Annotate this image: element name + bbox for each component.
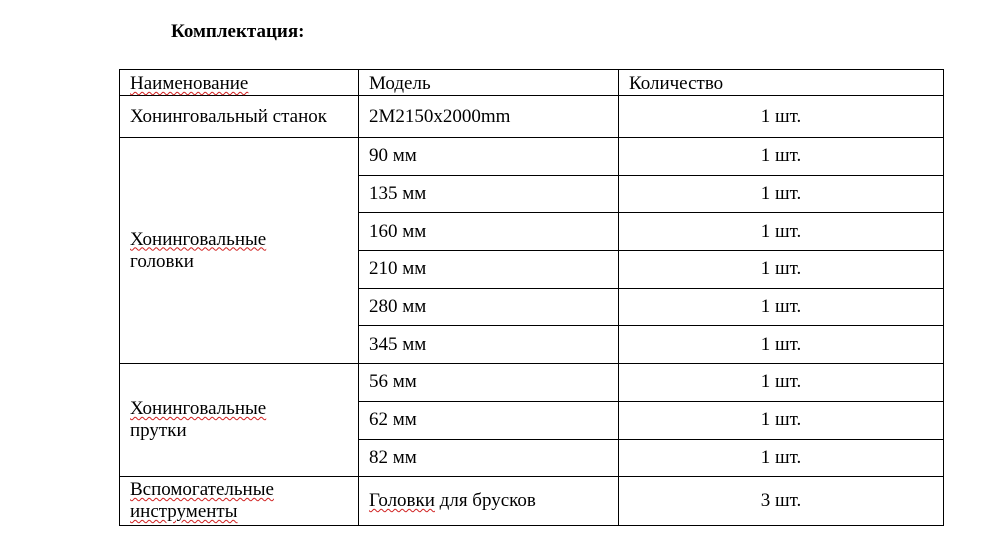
- item-quantity: 1 шт.: [619, 213, 944, 251]
- item-quantity: 1 шт.: [619, 96, 944, 138]
- table-row: [120, 96, 944, 138]
- item-model: 90 мм: [359, 138, 619, 176]
- item-name-line2: головки: [130, 250, 194, 272]
- header-name-text: Наименование: [130, 73, 249, 94]
- item-quantity: 3 шт.: [619, 477, 944, 526]
- item-quantity: 1 шт.: [619, 138, 944, 176]
- item-name-line1: Вспомогательные: [130, 479, 274, 501]
- item-model: 345 мм: [359, 326, 619, 364]
- item-model: 56 мм: [359, 364, 619, 402]
- item-model-word: Головки: [369, 490, 435, 512]
- item-quantity: 1 шт.: [619, 326, 944, 364]
- item-quantity: 1 шт.: [619, 175, 944, 213]
- item-quantity: 1 шт.: [619, 364, 944, 402]
- item-quantity: 1 шт.: [619, 401, 944, 439]
- item-name: [120, 138, 359, 364]
- section-title: Комплектация:: [171, 21, 305, 42]
- item-model: 62 мм: [359, 401, 619, 439]
- item-name: [120, 364, 359, 477]
- item-quantity: 1 шт.: [619, 439, 944, 477]
- item-name-line2: прутки: [130, 420, 187, 442]
- table-row: [120, 477, 944, 526]
- item-name-line2: инструменты: [130, 501, 238, 523]
- item-name: [120, 477, 359, 526]
- item-model: 82 мм: [359, 439, 619, 477]
- table-row: [120, 364, 944, 402]
- header-name: [120, 70, 359, 96]
- item-model-rest: для брусков: [434, 490, 536, 512]
- table-row: [120, 138, 944, 176]
- item-model: 280 мм: [359, 288, 619, 326]
- header-model: Модель: [359, 70, 619, 96]
- equipment-table: [119, 69, 944, 526]
- item-name: Хонинговальный станок: [120, 96, 359, 138]
- table-header-row: [120, 70, 944, 96]
- item-name-line1: Хонинговальные: [130, 398, 267, 420]
- header-quantity: Количество: [619, 70, 944, 96]
- item-model: 210 мм: [359, 251, 619, 289]
- item-model: 160 мм: [359, 213, 619, 251]
- item-model: 135 мм: [359, 175, 619, 213]
- item-quantity: 1 шт.: [619, 251, 944, 289]
- item-model: [359, 477, 619, 526]
- item-model: 2M2150x2000mm: [359, 96, 619, 138]
- item-quantity: 1 шт.: [619, 288, 944, 326]
- item-name-line1: Хонинговальные: [130, 228, 267, 250]
